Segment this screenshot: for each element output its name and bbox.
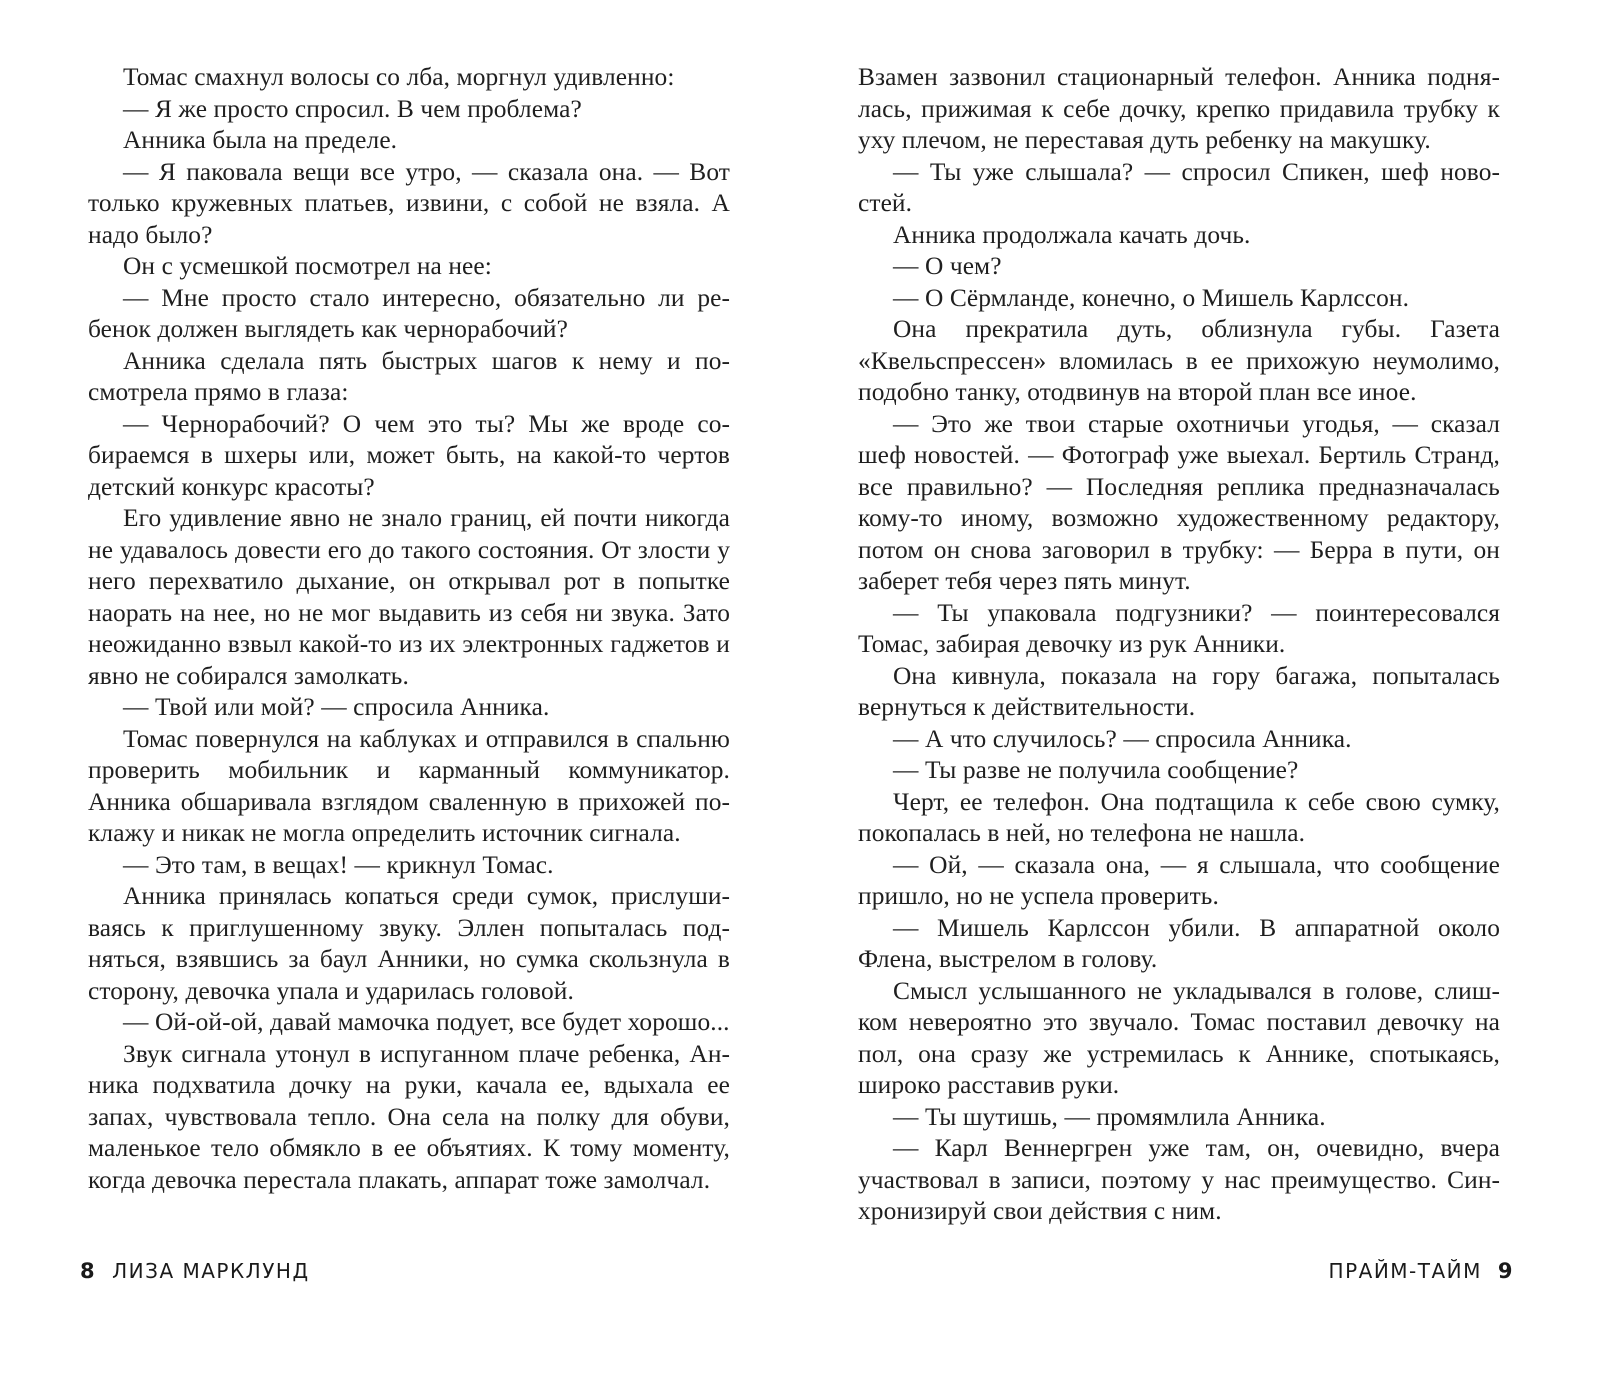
paragraph: — Мне просто стало интересно, обязательно ли ребенок должен выглядеть как чернорабочий?: [88, 283, 730, 343]
paragraph: — Ты упаковала подгузники? — поинтересовался Томас, забирая девочку из рук Анники.: [858, 598, 1500, 658]
paragraph: — Карл Веннергрен уже там, он, очевидно, вчера участвовал в записи, поэтому у нас преимущество. Синхронизируй свои действия с ним.: [858, 1134, 1500, 1225]
paragraph: Анника была на пределе.: [123, 126, 398, 154]
paragraph: Взамен зазвонил стационарный телефон. Анника поднялась, прижимая к себе дочку, крепко придавила трубку к уху плечом, не переставая дуть ребенку на макушку.: [858, 63, 1500, 154]
paragraph: — Мишель Карлссон убили. В аппаратной около Флена, выстрелом в голову.: [858, 913, 1500, 973]
right-page-footer: [1329, 1259, 1514, 1283]
paragraph: Томас повернулся на каблуках и отправился в спальню проверить мобильник и карманный коммуникатор. Анника обшаривала взглядом сваленную в прихожей поклажу и никак не могла определить источник сигнала.: [88, 724, 730, 847]
paragraph: — О чем?: [893, 252, 1002, 280]
paragraph: — А что случилось? — спросила Анника.: [893, 724, 1352, 753]
paragraph: — Ой-ой-ой, давай мамочка подует, все будет хорошо...: [123, 1008, 730, 1036]
running-head-author: ЛИЗА МАРКЛУНД: [112, 1259, 310, 1283]
running-head-title: ПРАЙМ-ТАЙМ: [1328, 1259, 1482, 1283]
left-page-text: [88, 62, 730, 1196]
paragraph: Он с усмешкой посмотрел на нее:: [123, 252, 492, 280]
paragraph: Анника сделала пять быстрых шагов к нему и посмотрела прямо в глаза:: [88, 346, 730, 406]
left-page-footer: [80, 1259, 310, 1283]
paragraph: Звук сигнала утонул в испуганном плаче ребенка, Анника подхватила дочку на руки, качала ее, вдыхала ее запах, чувствовала тепло. Она села на полку для обуви, маленькое тело обмякло в ее объятиях. К тому моменту, когда девочка перестала плакать, аппарат тоже замолчал.: [88, 1039, 730, 1194]
page-number: 9: [1497, 1259, 1514, 1283]
paragraph: — О Сёрмланде, конечно, о Мишель Карлссон.: [893, 283, 1410, 312]
right-page: [801, 0, 1602, 1379]
paragraph: — Твой или мой? — спросила Анника.: [123, 693, 550, 721]
paragraph: — Я паковала вещи все утро, — сказала она. — Вот только кружевных платьев, извини, с собой не взяла. А надо было?: [88, 157, 730, 249]
paragraph: — Это там, в вещах! — крикнул Томас.: [123, 850, 554, 879]
paragraph: Анника продолжала качать дочь.: [893, 220, 1251, 249]
paragraph: Анника принялась копаться среди сумок, прислушиваясь к приглушенному звуку. Эллен попыталась подняться, взявшись за баул Анники, но сумка скользнула в сторону, девочка упала и ударилась головой.: [88, 882, 730, 1005]
paragraph: — Ты шутишь, — промямлила Анника.: [893, 1102, 1326, 1131]
paragraph: Она прекратила дуть, облизнула губы. Газета «Квельспрессен» вломилась в ее прихожую неумолимо, подобно танку, отодвинув на второй план все иное.: [858, 315, 1500, 406]
paragraph: — Я же просто спросил. В чем проблема?: [123, 94, 582, 123]
paragraph: Она кивнула, показала на гору багажа, попыталась вернуться к действительности.: [858, 661, 1500, 721]
paragraph: Черт, ее телефон. Она подтащила к себе свою сумку, покопалась в ней, но телефона не нашла.: [858, 787, 1500, 847]
paragraph: Смысл услышанного не укладывался в голове, слишком невероятно это звучало. Томас поставил девочку на пол, она сразу же устремилась к Аннике, спотыкаясь, широко расставив руки.: [858, 976, 1500, 1099]
paragraph: Его удивление явно не знало границ, ей почти никогда не удавалось довести его до такого состояния. От злости у него перехватило дыхание, он открывал рот в попытке наорать на нее, но не мог выдавить из себя ни звука. Зато неожиданно взвыл какой-то из их электронных гаджетов и явно не собирался замолкать.: [88, 504, 730, 690]
right-page-text: [858, 62, 1500, 1228]
paragraph: — Ты уже слышала? — спросил Спикен, шеф новостей.: [858, 157, 1500, 217]
paragraph: — Чернорабочий? О чем это ты? Мы же вроде собираемся в шхеры или, может быть, на какой-то чертов детский конкурс красоты?: [88, 409, 730, 501]
page-number: 8: [80, 1259, 97, 1283]
paragraph: Томас смахнул волосы со лба, моргнул удивленно:: [123, 63, 675, 91]
paragraph: — Ты разве не получила сообщение?: [893, 756, 1299, 784]
paragraph: — Ой, — сказала она, — я слышала, что сообщение пришло, но не успела проверить.: [858, 850, 1500, 910]
paragraph: — Это же твои старые охотничьи угодья, — сказал шеф новостей. — Фотограф уже выехал. Бертиль Странд, все правильно? — Последняя реплика предназначалась кому-то иному, возможно художественному редактору, потом он снова заговорил в трубку: — Берра в пути, он заберет тебя через пять минут.: [858, 409, 1500, 595]
